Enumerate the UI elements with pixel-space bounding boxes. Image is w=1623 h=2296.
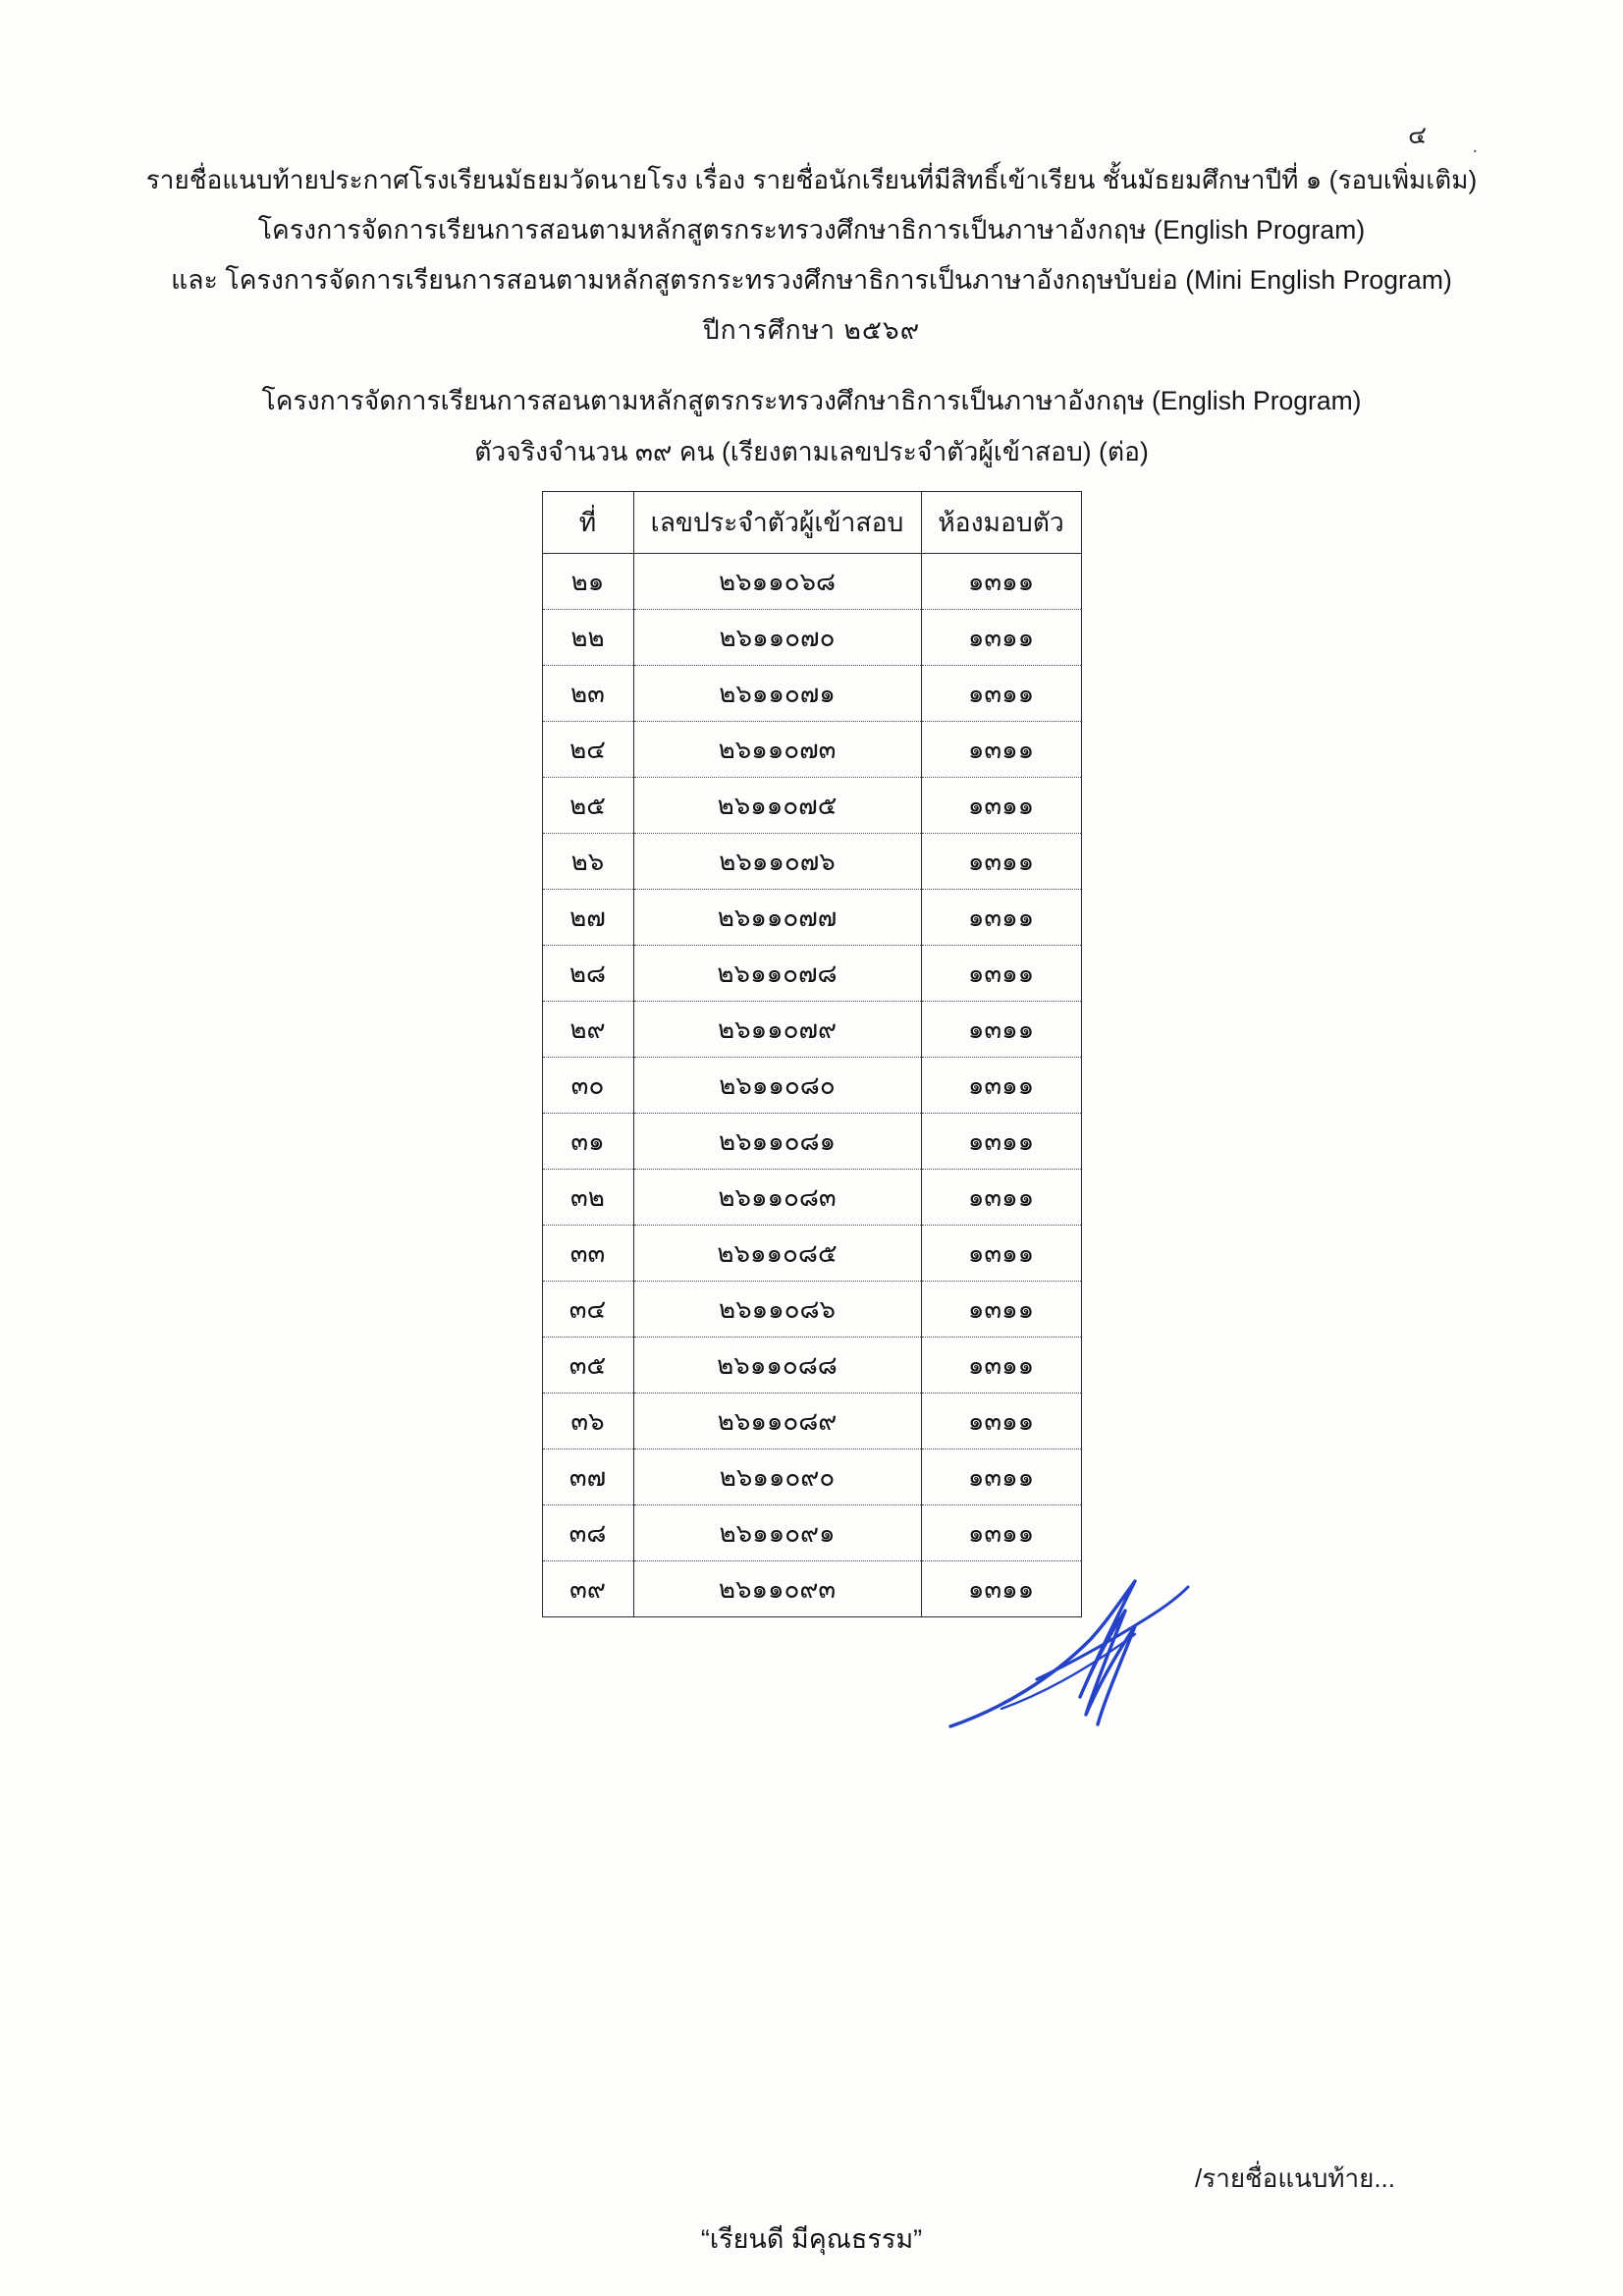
header-line-1: รายชื่อแนบท้ายประกาศโรงเรียนมัธยมวัดนายโรง เรื่อง รายชื่อนักเรียนที่มีสิทธิ์เข้าเรียน ชั้นมัธยมศึกษาปีที่ ๑ (รอบเพิ่มเติม) — [145, 165, 1478, 194]
column-header-room: ห้องมอบตัว — [921, 492, 1081, 554]
table-row — [542, 1394, 1081, 1449]
cell-no: ๓๐ — [542, 1058, 633, 1114]
cell-room: ๑๓๑๑ — [921, 1561, 1081, 1617]
cell-exam-code: ๒๖๑๑๐๘๐ — [633, 1058, 921, 1114]
signature — [943, 1561, 1198, 1748]
table-row — [542, 834, 1081, 890]
table-row — [542, 1449, 1081, 1505]
cell-room: ๑๓๑๑ — [921, 1505, 1081, 1561]
cell-exam-code: ๒๖๑๑๐๗๖ — [633, 834, 921, 890]
table-row — [542, 554, 1081, 610]
footer-note: /รายชื่อแนบท้าย... — [1195, 2163, 1395, 2193]
cell-room: ๑๓๑๑ — [921, 834, 1081, 890]
cell-no: ๒๑ — [542, 554, 633, 610]
cell-exam-code: ๒๖๑๑๐๘๘ — [633, 1338, 921, 1394]
cell-room: ๑๓๑๑ — [921, 666, 1081, 722]
student-list-table-wrapper — [0, 491, 1623, 1617]
subheader-line-2: ตัวจริงจำนวน ๓๙ คน (เรียงตามเลขประจำตัวผู้เข้าสอบ) (ต่อ) — [474, 437, 1149, 466]
header-line-2: โครงการจัดการเรียนการสอนตามหลักสูตรกระทรวงศึกษาธิการเป็นภาษาอังกฤษ (English Program) — [257, 215, 1366, 245]
subheader-line-1: โครงการจัดการเรียนการสอนตามหลักสูตรกระทรวงศึกษาธิการเป็นภาษาอังกฤษ (English Program) — [261, 386, 1362, 415]
cell-exam-code: ๒๖๑๑๐๘๙ — [633, 1394, 921, 1449]
cell-room: ๑๓๑๑ — [921, 554, 1081, 610]
cell-no: ๓๘ — [542, 1505, 633, 1561]
table-row — [542, 778, 1081, 834]
cell-room: ๑๓๑๑ — [921, 610, 1081, 666]
cell-room: ๑๓๑๑ — [921, 1226, 1081, 1282]
column-header-no: ที่ — [542, 492, 633, 554]
cell-no: ๓๙ — [542, 1561, 633, 1617]
cell-no: ๓๔ — [542, 1282, 633, 1338]
cell-exam-code: ๒๖๑๑๐๗๕ — [633, 778, 921, 834]
cell-exam-code: ๒๖๑๑๐๗๓ — [633, 722, 921, 778]
cell-no: ๓๒ — [542, 1170, 633, 1226]
cell-room: ๑๓๑๑ — [921, 1449, 1081, 1505]
cell-exam-code: ๒๖๑๑๐๘๓ — [633, 1170, 921, 1226]
cell-room: ๑๓๑๑ — [921, 1338, 1081, 1394]
table-row — [542, 1226, 1081, 1282]
cell-room: ๑๓๑๑ — [921, 1282, 1081, 1338]
table-row — [542, 1282, 1081, 1338]
document-subheader — [0, 375, 1623, 477]
table-row — [542, 722, 1081, 778]
cell-exam-code: ๒๖๑๑๐๘๕ — [633, 1226, 921, 1282]
cell-exam-code: ๒๖๑๑๐๖๘ — [633, 554, 921, 610]
cell-exam-code: ๒๖๑๑๐๗๘ — [633, 946, 921, 1002]
ink-mark: . — [1472, 136, 1478, 157]
table-body — [542, 554, 1081, 1617]
cell-exam-code: ๒๖๑๑๐๘๑ — [633, 1114, 921, 1170]
school-motto: “เรียนดี มีคุณธรรม” — [700, 2224, 923, 2254]
cell-room: ๑๓๑๑ — [921, 890, 1081, 946]
header-line-4: ปีการศึกษา ๒๕๖๙ — [702, 315, 921, 345]
cell-no: ๓๗ — [542, 1449, 633, 1505]
cell-exam-code: ๒๖๑๑๐๙๑ — [633, 1505, 921, 1561]
cell-room: ๑๓๑๑ — [921, 1058, 1081, 1114]
cell-no: ๓๓ — [542, 1226, 633, 1282]
table-header-row — [542, 492, 1081, 554]
cell-no: ๒๗ — [542, 890, 633, 946]
header-line-3: และ โครงการจัดการเรียนการสอนตามหลักสูตรกระทรวงศึกษาธิการเป็นภาษาอังกฤษบับย่อ (Mini English Program) — [171, 265, 1452, 295]
table-header — [542, 492, 1081, 554]
table-row — [542, 1114, 1081, 1170]
table-row — [542, 946, 1081, 1002]
cell-room: ๑๓๑๑ — [921, 1002, 1081, 1058]
cell-no: ๒๖ — [542, 834, 633, 890]
cell-exam-code: ๒๖๑๑๐๙๓ — [633, 1561, 921, 1617]
table-row — [542, 1058, 1081, 1114]
cell-room: ๑๓๑๑ — [921, 1114, 1081, 1170]
cell-no: ๒๙ — [542, 1002, 633, 1058]
cell-exam-code: ๒๖๑๑๐๗๗ — [633, 890, 921, 946]
cell-exam-code: ๒๖๑๑๐๗๙ — [633, 1002, 921, 1058]
table-row — [542, 1002, 1081, 1058]
student-list-table — [542, 491, 1082, 1617]
table-row — [542, 666, 1081, 722]
cell-no: ๒๕ — [542, 778, 633, 834]
table-row — [542, 1170, 1081, 1226]
cell-room: ๑๓๑๑ — [921, 778, 1081, 834]
cell-room: ๑๓๑๑ — [921, 1170, 1081, 1226]
page-number: ๔ — [1408, 122, 1427, 149]
cell-no: ๒๓ — [542, 666, 633, 722]
cell-exam-code: ๒๖๑๑๐๙๐ — [633, 1449, 921, 1505]
column-header-exam-code: เลขประจำตัวผู้เข้าสอบ — [633, 492, 921, 554]
cell-exam-code: ๒๖๑๑๐๗๐ — [633, 610, 921, 666]
cell-room: ๑๓๑๑ — [921, 946, 1081, 1002]
cell-exam-code: ๒๖๑๑๐๘๖ — [633, 1282, 921, 1338]
cell-no: ๓๕ — [542, 1338, 633, 1394]
table-row — [542, 890, 1081, 946]
table-row — [542, 1505, 1081, 1561]
cell-no: ๒๔ — [542, 722, 633, 778]
cell-no: ๒๒ — [542, 610, 633, 666]
cell-room: ๑๓๑๑ — [921, 722, 1081, 778]
cell-no: ๒๘ — [542, 946, 633, 1002]
cell-no: ๓๖ — [542, 1394, 633, 1449]
cell-room: ๑๓๑๑ — [921, 1394, 1081, 1449]
table-row — [542, 610, 1081, 666]
document-header — [0, 155, 1623, 355]
cell-no: ๓๑ — [542, 1114, 633, 1170]
cell-exam-code: ๒๖๑๑๐๗๑ — [633, 666, 921, 722]
table-row — [542, 1338, 1081, 1394]
